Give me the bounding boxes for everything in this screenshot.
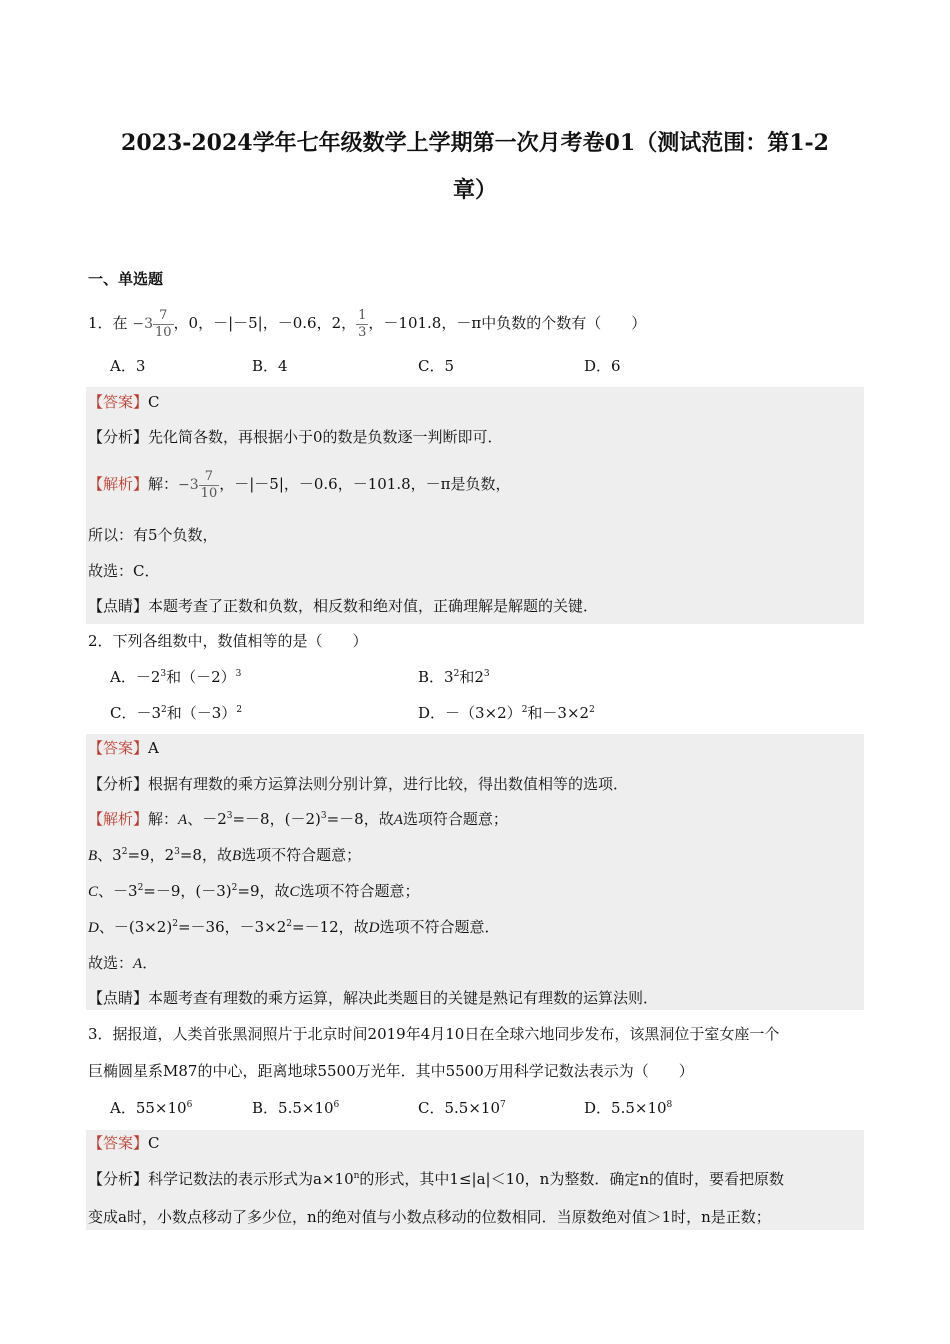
exponent: 6 (333, 1100, 340, 1110)
denominator: 10 (154, 324, 172, 340)
analysis-text: 先化简各数，再根据小于0的数是负数逐一判断即可． (148, 428, 503, 446)
option-text: 和（－3） (166, 704, 237, 722)
solution-text: =9，2 (127, 846, 175, 864)
q2-option-d (418, 702, 595, 724)
option-text: D．5.5×10 (584, 1099, 667, 1117)
exponent: 6 (186, 1100, 193, 1110)
exponent: 2 (521, 705, 528, 715)
numerator: 7 (153, 308, 174, 325)
option-letter: C (88, 884, 99, 900)
option-letter: D (368, 920, 380, 936)
exponent: 8 (666, 1100, 673, 1110)
q2-solution-line3 (88, 880, 420, 903)
q1-option-a: A．3 (110, 357, 146, 375)
q2-analysis (88, 773, 628, 795)
answer-value: A (148, 739, 159, 757)
q1-solution (88, 466, 511, 503)
exponent: 3 (226, 811, 233, 821)
q2-option-c (110, 702, 242, 724)
exponent: 2 (231, 883, 238, 893)
exponent: n (353, 1171, 360, 1181)
q2-answer (88, 737, 159, 759)
option-letter: A (393, 812, 403, 828)
option-text: A．55×10 (110, 1099, 187, 1117)
exponent: 2 (161, 705, 167, 715)
q1-choose: 故选：C． (88, 562, 160, 580)
option-text: C．－3 (110, 704, 162, 722)
exponent: 2 (236, 705, 243, 715)
solution-text: 、3 (97, 846, 122, 864)
q1-option-b: B．4 (252, 357, 288, 375)
q3-analysis (88, 1168, 784, 1190)
solution-text: 选项不符合题意； (241, 846, 362, 864)
exponent: 7 (500, 1100, 506, 1110)
analysis-tag: 【分析】 (88, 428, 149, 446)
exponent: 3 (320, 811, 327, 821)
comment-text: 本题考查有理数的乘方运算，解决此类题目的关键是熟记有理数的运算法则． (148, 989, 659, 1007)
mixed-fraction (132, 307, 173, 341)
q3-option-a (110, 1097, 192, 1119)
analysis-tag: 【分析】 (88, 1170, 149, 1188)
exponent: 2 (137, 883, 144, 893)
q3-answer (88, 1132, 160, 1154)
question-text: ，－101.8，－π中负数的个数有（ ） (368, 314, 647, 332)
solution-text: =－9，(－3) (143, 882, 232, 900)
solution-text: 选项不符合题意． (379, 918, 500, 936)
option-letter: C (289, 884, 300, 900)
mixed-whole: −3 (132, 316, 153, 332)
mixed-fraction (178, 467, 219, 503)
option-letter: A (178, 812, 188, 828)
solution-text: 、－3 (98, 882, 138, 900)
question-number: 3． (88, 1025, 113, 1043)
q1-comment (88, 595, 598, 617)
answer-tag: 【答案】 (88, 393, 149, 411)
option-text: 和（－2） (166, 668, 236, 686)
exponent: 2 (172, 919, 178, 929)
analysis-tag: 【分析】 (88, 775, 149, 793)
question-number: 2． (88, 632, 113, 650)
mixed-whole: −3 (178, 477, 199, 493)
q3-option-b (252, 1097, 339, 1119)
comment-tag: 【点睛】 (88, 597, 149, 615)
answer-value: C (148, 393, 160, 411)
comment-tag: 【点睛】 (88, 989, 149, 1007)
option-letter: B (231, 848, 242, 864)
denominator: 10 (200, 485, 218, 501)
q2-solution-line4 (88, 916, 500, 939)
page-title-line2: 章） (452, 177, 497, 203)
solution-text: 、－(3×2) (98, 918, 173, 936)
analysis-text: 科学记数法的表示形式为a×10 (148, 1170, 354, 1188)
option-text: B．5.5×10 (252, 1099, 334, 1117)
q1-solution-line2: 所以：有5个负数， (88, 526, 218, 544)
solution-text: =－12，故 (292, 918, 369, 936)
page-title-line1: 2023-2024学年七年级数学上学期第一次月考卷01（测试范围：第1-2 (121, 130, 829, 156)
solution-text: 选项不符合题意； (299, 882, 420, 900)
exponent: 3 (160, 669, 167, 679)
fraction (356, 308, 368, 341)
solution-text: 、－2 (187, 810, 227, 828)
solution-text: ． (142, 954, 158, 972)
solution-text: =－8，故 (326, 810, 394, 828)
numerator: 7 (199, 469, 220, 486)
q1-analysis (88, 426, 503, 448)
solution-text: ，－|－5|，－0.6，－101.8，－π是负数， (219, 475, 511, 493)
section-heading: 一、单选题 (88, 270, 164, 288)
exponent: 3 (483, 669, 490, 679)
question-text: 在 (112, 314, 128, 332)
q2-option-b (418, 666, 490, 688)
option-text: 和2 (459, 668, 484, 686)
q1-answer (88, 391, 160, 413)
exponent: 2 (286, 919, 292, 929)
comment-text: 本题考查了正数和负数，相反数和绝对值，正确理解是解题的关键． (148, 597, 599, 615)
solution-text: =－8，(－2) (232, 810, 321, 828)
denominator: 3 (358, 324, 367, 340)
option-text: D．－（3×2） (418, 704, 522, 722)
option-text: B．3 (418, 668, 454, 686)
q3-analysis-line2: 变成a时，小数点移动了多少位，n的绝对值与小数点移动的位数相同．当原数绝对值＞1时，n是正数； (88, 1208, 771, 1226)
solution-tag: 【解析】 (88, 810, 149, 828)
q2-option-a (110, 666, 241, 688)
solution-text: =9，故 (237, 882, 290, 900)
option-letter: A (133, 956, 143, 972)
option-letter: D (88, 920, 99, 936)
question-2 (88, 630, 368, 652)
solution-text: 解： (148, 475, 179, 493)
option-text: A．－2 (110, 668, 161, 686)
exponent: 2 (453, 669, 460, 679)
question-number: 1． (88, 314, 113, 332)
question-3-line2: 巨椭圆星系M87的中心，距离地球5500万光年．其中5500万用科学记数法表示为（ ） (88, 1062, 694, 1080)
option-text: C．5.5×10 (418, 1099, 500, 1117)
q1-answer-box (86, 387, 864, 624)
q2-solution-line1 (88, 808, 508, 831)
q2-choose (88, 952, 157, 975)
answer-value: C (148, 1134, 160, 1152)
q1-option-c: C．5 (418, 357, 455, 375)
q2-solution-line2 (88, 844, 361, 867)
fraction (199, 469, 220, 502)
analysis-text: 根据有理数的乘方运算法则分别计算，进行比较，得出数值相等的选项． (148, 775, 629, 793)
question-text: 下列各组数中，数值相等的是（ ） (112, 632, 368, 650)
q3-option-d (584, 1097, 672, 1119)
exponent: 2 (121, 847, 128, 857)
answer-tag: 【答案】 (88, 739, 149, 757)
q1-option-d: D．6 (584, 357, 621, 375)
exponent: 3 (174, 847, 180, 857)
solution-text: 选项符合题意； (402, 810, 508, 828)
solution-text: =8，故 (179, 846, 232, 864)
option-text: 和－3×2 (527, 704, 590, 722)
fraction (153, 308, 174, 341)
question-text: ，0，－|－5|，－0.6，2， (173, 314, 357, 332)
answer-tag: 【答案】 (88, 1134, 149, 1152)
question-3 (88, 1023, 779, 1045)
question-text: 据报道，人类首张黑洞照片于北京时间2019年4月10日在全球六地同步发布，该黑洞位于室女座一个 (112, 1025, 780, 1043)
q3-option-c (418, 1097, 506, 1119)
solution-text: 解： (148, 810, 179, 828)
exponent: 3 (235, 669, 242, 679)
exponent: 2 (589, 705, 595, 715)
option-letter: B (88, 848, 98, 864)
solution-text: 故选： (88, 954, 134, 972)
solution-text: =－36，－3×2 (177, 918, 287, 936)
solution-tag: 【解析】 (88, 475, 149, 493)
q2-comment (88, 987, 658, 1009)
analysis-text: 的形式，其中1≤|a|＜10，n为整数．确定n的值时，要看把原数 (359, 1170, 784, 1188)
question-1 (88, 306, 646, 341)
numerator: 1 (358, 307, 367, 323)
